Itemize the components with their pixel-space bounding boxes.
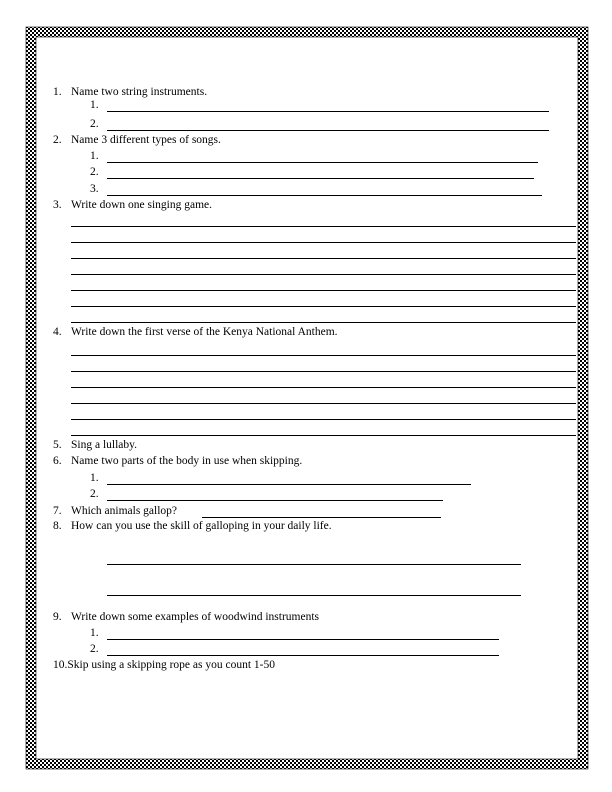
- q6-answer-line-2[interactable]: [107, 500, 443, 501]
- q2-answer-line-1[interactable]: [107, 162, 538, 163]
- q4-answer-line[interactable]: [71, 355, 576, 356]
- q3-answer-line[interactable]: [71, 306, 576, 307]
- q1-text: Name two string instruments.: [71, 86, 208, 98]
- q4-answer-line[interactable]: [71, 387, 576, 388]
- q6-text: Name two parts of the body in use when skipping.: [71, 455, 303, 467]
- q8-answer-line[interactable]: [107, 564, 521, 565]
- q9-item-1: 1.: [90, 627, 99, 639]
- q3-text: Write down one singing game.: [71, 199, 213, 211]
- q6-number: 6.: [53, 455, 62, 467]
- q8-text: How can you use the skill of galloping in your daily life.: [71, 520, 332, 532]
- q3-number: 3.: [53, 199, 62, 211]
- q1-answer-line-2[interactable]: [107, 130, 549, 131]
- q7-answer-line[interactable]: [202, 517, 441, 518]
- q1-item-2: 2.: [90, 118, 99, 130]
- q5-number: 5.: [53, 439, 62, 451]
- q8-number: 8.: [53, 520, 62, 532]
- q4-answer-line[interactable]: [71, 435, 576, 436]
- q2-answer-line-3[interactable]: [107, 195, 542, 196]
- q3-answer-line[interactable]: [71, 258, 576, 259]
- q3-answer-line[interactable]: [71, 322, 576, 323]
- q4-number: 4.: [53, 326, 62, 338]
- q9-answer-line-1[interactable]: [107, 639, 499, 640]
- q2-text: Name 3 different types of songs.: [71, 134, 221, 146]
- q6-item-2: 2.: [90, 488, 99, 500]
- q7-text: Which animals gallop?: [71, 505, 178, 517]
- q3-answer-line[interactable]: [71, 274, 576, 275]
- q1-item-1: 1.: [90, 99, 99, 111]
- q4-answer-line[interactable]: [71, 371, 576, 372]
- q3-answer-line[interactable]: [71, 290, 576, 291]
- q9-text: Write down some examples of woodwind instruments: [71, 611, 320, 623]
- q10-text: 10.Skip using a skipping rope as you count 1-50: [53, 659, 275, 671]
- q2-item-2: 2.: [90, 166, 99, 178]
- q1-answer-line-1[interactable]: [107, 111, 549, 112]
- q3-answer-line[interactable]: [71, 242, 576, 243]
- q1-number: 1.: [53, 86, 62, 98]
- q2-item-1: 1.: [90, 150, 99, 162]
- q3-answer-line[interactable]: [71, 226, 576, 227]
- q7-number: 7.: [53, 505, 62, 517]
- q9-answer-line-2[interactable]: [107, 655, 499, 656]
- q9-number: 9.: [53, 611, 62, 623]
- q4-text: Write down the first verse of the Kenya National Anthem.: [71, 326, 338, 338]
- q9-item-2: 2.: [90, 643, 99, 655]
- q4-answer-line[interactable]: [71, 419, 576, 420]
- q5-text: Sing a lullaby.: [71, 439, 138, 451]
- q6-item-1: 1.: [90, 472, 99, 484]
- q6-answer-line-1[interactable]: [107, 484, 471, 485]
- q4-answer-line[interactable]: [71, 403, 576, 404]
- q2-item-3: 3.: [90, 183, 99, 195]
- q2-answer-line-2[interactable]: [107, 178, 534, 179]
- q2-number: 2.: [53, 134, 62, 146]
- q8-answer-line[interactable]: [107, 595, 521, 596]
